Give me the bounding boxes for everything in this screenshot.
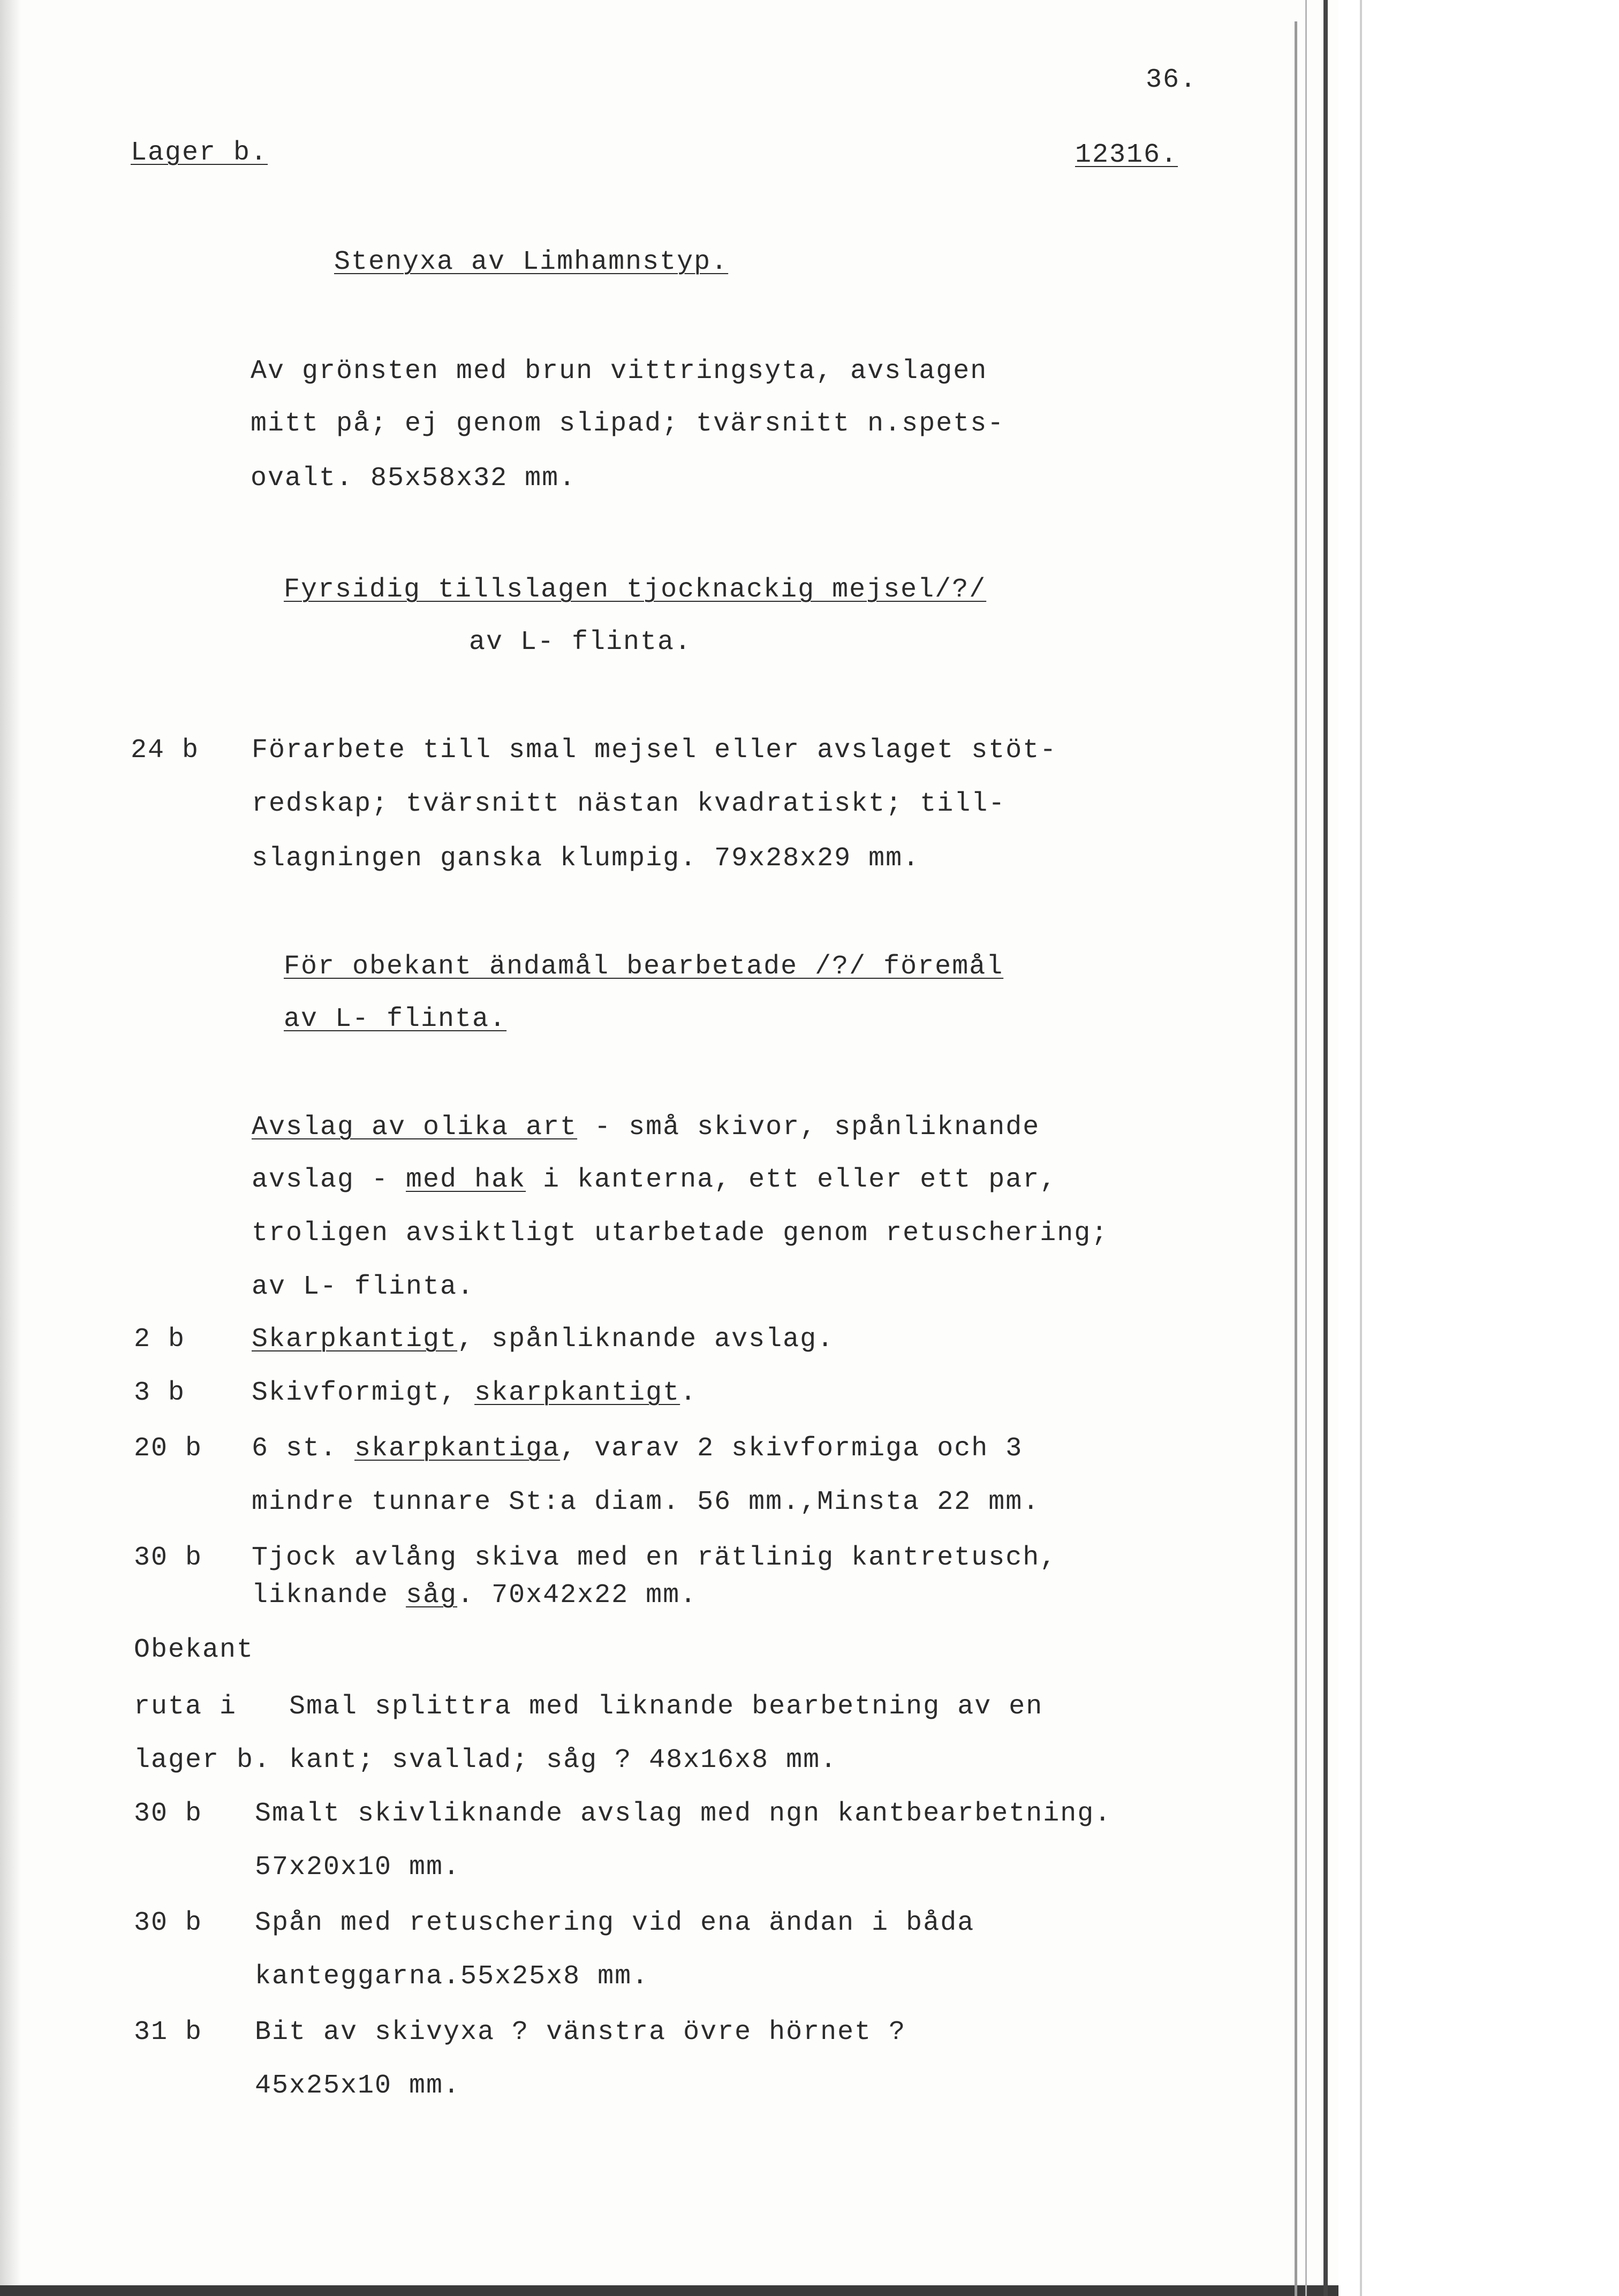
text-line: mitt på; ej genom slipad; tvärsnitt n.spets-	[251, 409, 1005, 439]
section-heading-unknown-purpose: För obekant ändamål bearbetade /?/ föremål	[284, 951, 1004, 982]
entry-text: mindre tunnare St:a diam. 56 mm.,Minsta 22 mm.	[252, 1487, 1040, 1517]
text-span: i kanterna, ett eller ett par,	[526, 1165, 1057, 1195]
entry-number: 31 b	[134, 2017, 203, 2048]
page-number: 36.	[1146, 65, 1198, 95]
underlined-text: med hak	[406, 1165, 526, 1195]
page-shadow-left	[0, 0, 21, 2296]
entry-text: Tjock avlång skiva med en rätlinig kantretusch,	[252, 1543, 1057, 1573]
entry-text	[252, 1323, 834, 1357]
text-span: , spånliknande avslag.	[457, 1324, 835, 1355]
text-line: troligen avsiktligt utarbetade genom retuschering;	[252, 1218, 1109, 1249]
entry-label: Obekant	[134, 1635, 254, 1665]
text-line: ovalt. 85x58x32 mm.	[251, 463, 577, 494]
layer-label: Lager b.	[131, 138, 268, 168]
entry-text: kant; svallad; såg ? 48x16x8 mm.	[289, 1745, 838, 1776]
text-span: - små skivor, spånliknande	[577, 1112, 1040, 1143]
entry-number: 30 b	[134, 1543, 203, 1573]
entry-number: 30 b	[134, 1799, 203, 1829]
text-line: Av grönsten med brun vittringsyta, avslagen	[251, 356, 988, 387]
section-subheading-chisel: av L- flinta.	[469, 627, 692, 658]
entry-number: 30 b	[134, 1908, 203, 1938]
underlined-text: Avslag av olika art	[252, 1112, 578, 1143]
section-subheading-unknown-purpose	[284, 1002, 506, 1037]
entry-number: 24 b	[131, 735, 200, 766]
entry-text	[252, 1432, 1023, 1466]
entry-text: Bit av skivyxa ? vänstra övre hörnet ?	[255, 2017, 906, 2048]
underlined-text: skarpkantigt	[474, 1378, 680, 1408]
underlined-text: såg	[406, 1580, 458, 1611]
binding-line	[1295, 21, 1297, 2296]
entry-label: ruta i	[134, 1691, 237, 1722]
text-line: redskap; tvärsnitt nästan kvadratiskt; till-	[252, 789, 1006, 819]
underlined-text: Skarpkantigt	[252, 1324, 458, 1355]
text-span: . 70x42x22 mm.	[457, 1580, 698, 1611]
entry-number: 2 b	[134, 1324, 186, 1355]
entry-label: lager b.	[134, 1745, 271, 1776]
text-line	[252, 1111, 1040, 1145]
entry-text: Smal splittra med liknande bearbetning av en	[289, 1691, 1043, 1722]
binding-line	[1305, 0, 1307, 2296]
text-span: avslag -	[252, 1165, 406, 1195]
text-line: Förarbete till smal mejsel eller avslaget stöt-	[252, 735, 1057, 766]
text-span: .	[680, 1378, 698, 1408]
text-span: Skivformigt,	[252, 1378, 475, 1408]
binding-edge	[1323, 0, 1328, 2296]
entry-number: 20 b	[134, 1433, 203, 1464]
text-span: liknande	[252, 1580, 406, 1611]
entry-text: kanteggarna.55x25x8 mm.	[255, 1961, 649, 1992]
entry-text: 57x20x10 mm.	[255, 1852, 461, 1883]
catalog-number: 12316.	[1075, 140, 1178, 170]
binding-margin	[1338, 0, 1619, 2296]
text-line	[252, 1163, 1057, 1197]
text-span: 6 st.	[252, 1433, 355, 1464]
entry-text: 45x25x10 mm.	[255, 2071, 461, 2101]
text-line: slagningen ganska klumpig. 79x28x29 mm.	[252, 843, 920, 874]
entry-text: Spån med retuschering vid ena ändan i båda	[255, 1908, 975, 1938]
entry-text	[252, 1376, 697, 1410]
underlined-text: skarpkantiga	[354, 1433, 561, 1464]
underlined-text: av L- flinta.	[284, 1004, 507, 1034]
entry-text	[252, 1578, 697, 1613]
text-line: av L- flinta.	[252, 1272, 475, 1302]
entry-text: Smalt skivliknande avslag med ngn kantbearbetning.	[255, 1799, 1112, 1829]
section-heading-chisel: Fyrsidig tillslagen tjocknackig mejsel/?/	[284, 575, 987, 605]
binding-line	[1360, 0, 1362, 2296]
page-shadow-bottom	[0, 2285, 1371, 2296]
text-span: , varav 2 skivformiga och 3	[560, 1433, 1023, 1464]
section-heading-stone-axe: Stenyxa av Limhamnstyp.	[334, 247, 729, 277]
entry-number: 3 b	[134, 1378, 186, 1408]
